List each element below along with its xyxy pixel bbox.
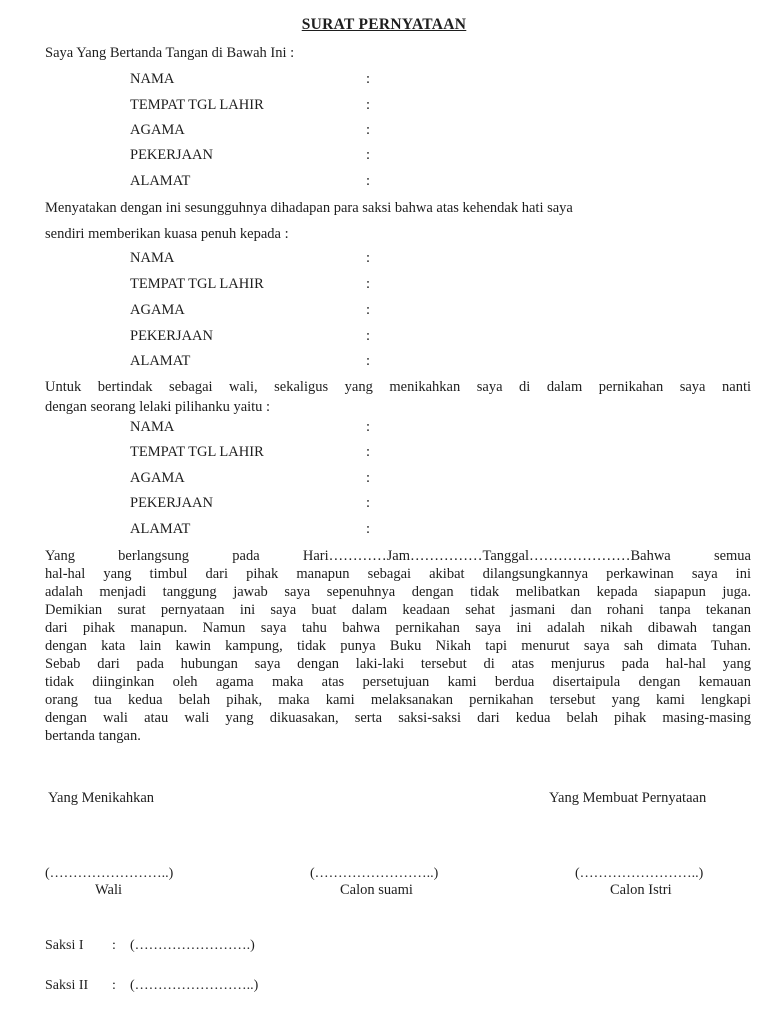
field-label-pekerjaan: PEKERJAAN xyxy=(130,495,213,511)
field-colon: : xyxy=(366,419,371,435)
paragraph-line: dari pihak manapun. Namun saya tahu bahwa pernikahan saya ini adalah nikah dibawah tangan xyxy=(45,620,751,636)
field-colon: : xyxy=(366,521,371,537)
field-colon: : xyxy=(366,353,371,369)
document-title: SURAT PERNYATAAN xyxy=(301,16,467,33)
paragraph-line: dengan wali atau wali yang dikuasakan, serta saksi-saksi dari kedua belah pihak masing-masing xyxy=(45,710,751,726)
paragraph-line: bertanda tangan. xyxy=(45,728,141,744)
field-colon: : xyxy=(366,122,371,138)
paragraph-line: Yang berlangsung pada Hari…………Jam……………Tanggal…………………Bahwa semua xyxy=(45,548,751,564)
field-label-pekerjaan: PEKERJAAN xyxy=(130,328,213,344)
field-label-tempat-tgl-lahir: TEMPAT TGL LAHIR xyxy=(130,444,264,460)
field-colon: : xyxy=(366,328,371,344)
paragraph-line: dengan kata lain kawin kampung, tidak punya Buku Nikah tapi menurut saya sah dimata Tuhan. xyxy=(45,638,751,654)
signature-role-wali: Wali xyxy=(95,882,123,898)
field-label-agama: AGAMA xyxy=(130,122,185,138)
field-colon: : xyxy=(366,71,371,87)
field-colon: : xyxy=(366,495,371,511)
statement-line: sendiri memberikan kuasa penuh kepada : xyxy=(45,226,289,242)
field-label-alamat: ALAMAT xyxy=(130,173,191,189)
signature-heading-left: Yang Menikahkan xyxy=(48,790,155,806)
statement-line: Menyatakan dengan ini sesungguhnya dihadapan para saksi bahwa atas kehendak hati saya xyxy=(45,200,573,216)
field-colon: : xyxy=(366,97,371,113)
field-colon: : xyxy=(366,276,371,292)
field-colon: : xyxy=(366,302,371,318)
signature-blank-calon-suami: (……………………..) xyxy=(310,866,439,881)
field-label-agama: AGAMA xyxy=(130,470,185,486)
field-colon: : xyxy=(366,444,371,460)
field-label-pekerjaan: PEKERJAAN xyxy=(130,147,213,163)
witness-blank: (……………………..) xyxy=(130,978,259,993)
field-label-nama: NAMA xyxy=(130,250,175,266)
witness-blank: (…………………….) xyxy=(130,938,255,953)
field-label-tempat-tgl-lahir: TEMPAT TGL LAHIR xyxy=(130,97,264,113)
wali-line: dengan seorang lelaki pilihanku yaitu : xyxy=(45,399,271,415)
witness-colon: : xyxy=(112,938,116,953)
signature-role-calon-istri: Calon Istri xyxy=(610,882,672,898)
paragraph-line: adalah menjadi tanggung jawab saya sepenuhnya dengan tidak melibatkan kepada siapapun juga. xyxy=(45,584,751,600)
field-label-tempat-tgl-lahir: TEMPAT TGL LAHIR xyxy=(130,276,264,292)
field-colon: : xyxy=(366,147,371,163)
paragraph-line: orang tua kedua belah pihak, maka kami melaksanakan pernikahan tersebut yang kami lengkapi xyxy=(45,692,751,708)
field-colon: : xyxy=(366,470,371,486)
field-label-nama: NAMA xyxy=(130,419,175,435)
paragraph-line: hal-hal yang timbul dari pihak manapun sebagai akibat dilangsungkannya perkawinan saya ini xyxy=(45,566,751,582)
field-label-alamat: ALAMAT xyxy=(130,521,191,537)
signature-blank-calon-istri: (……………………..) xyxy=(575,866,704,881)
field-label-alamat: ALAMAT xyxy=(130,353,191,369)
wali-line: Untuk bertindak sebagai wali, sekaligus yang menikahkan saya di dalam pernikahan saya nanti xyxy=(45,379,751,395)
field-colon: : xyxy=(366,250,371,266)
witness-label: Saksi II xyxy=(45,978,89,993)
witness-colon: : xyxy=(112,978,116,993)
paragraph-line: tidak diinginkan oleh agama maka atas persetujuan kami berdua disertaipula dengan kemauan xyxy=(45,674,751,690)
witness-label: Saksi I xyxy=(45,938,84,953)
paragraph-line: Sebab dari pada hubungan saya dengan laki-laki tersebut di atas menjurus pada hal-hal yang xyxy=(45,656,751,672)
signature-blank-wali: (……………………..) xyxy=(45,866,174,881)
field-label-nama: NAMA xyxy=(130,71,175,87)
paragraph-line: Demikian surat pernyataan ini saya buat dalam keadaan sehat jasmani dan rohani tanpa tekanan xyxy=(45,602,751,618)
intro-line: Saya Yang Bertanda Tangan di Bawah Ini : xyxy=(45,45,295,61)
field-label-agama: AGAMA xyxy=(130,302,185,318)
field-colon: : xyxy=(366,173,371,189)
signature-heading-right: Yang Membuat Pernyataan xyxy=(549,790,707,806)
signature-role-calon-suami: Calon suami xyxy=(340,882,413,898)
